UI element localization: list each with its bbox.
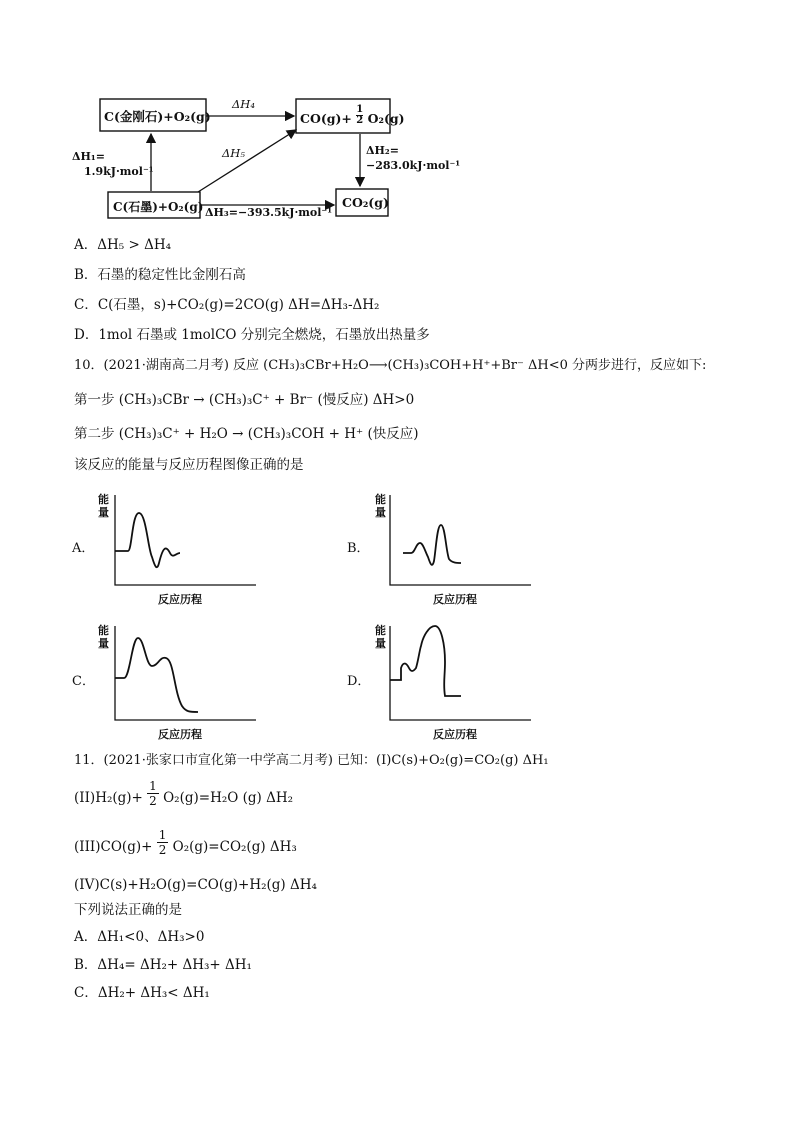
- q11-eq2-fraction: [147, 779, 159, 808]
- q11-eq3-frac-den: 2: [158, 843, 167, 857]
- q11-eq3-part2: O₂(g)=CO₂(g) ΔH₃: [172, 839, 297, 855]
- graph-c: [70, 620, 270, 742]
- box-co-fraction: [356, 105, 363, 126]
- q11-option-c: C．ΔH₂+ ΔH₃< ΔH₁: [74, 985, 210, 1001]
- graph-d-ylabel-1: 能: [375, 624, 386, 637]
- box-co-frac-den: 2: [356, 115, 364, 126]
- graph-a-plot: [110, 491, 260, 591]
- graph-d-ylabel-2: 量: [375, 637, 386, 650]
- dh1-label-line1: ΔH₁=: [72, 150, 105, 163]
- q9-option-a: A．ΔH₅ > ΔH₄: [74, 237, 172, 253]
- q11-ask: 下列说法正确的是: [74, 902, 182, 918]
- q11-eq4: (IV)C(s)+H₂O(g)=CO(g)+H₂(g) ΔH₄: [74, 877, 317, 893]
- q11-eq2: [74, 779, 294, 808]
- q11-eq3: [74, 828, 297, 857]
- graph-d-letter: D．: [347, 674, 371, 689]
- q10-ask: 该反应的能量与反应历程图像正确的是: [74, 457, 304, 473]
- graph-d: [345, 620, 545, 742]
- dh5-label: ΔH₅: [222, 146, 245, 160]
- dh3-label: ΔH₃=−393.5kJ·mol⁻¹: [205, 206, 333, 219]
- dh1-label-line2: 1.9kJ·mol⁻¹: [84, 165, 154, 178]
- box-co2-label: CO₂(g): [342, 195, 389, 210]
- q11-eq3-frac-num: 1: [158, 828, 167, 842]
- graph-d-xlabel: 反应历程: [433, 728, 477, 741]
- graph-a-ylabel-1: 能: [98, 493, 109, 506]
- q9-option-c: C．C(石墨，s)+CO₂(g)=2CO(g) ΔH=ΔH₃-ΔH₂: [74, 297, 380, 313]
- q9-option-b: B．石墨的稳定性比金刚石高: [74, 267, 246, 283]
- q11-option-a: A．ΔH₁<0、ΔH₃>0: [74, 929, 205, 945]
- q11-eq2-part2: O₂(g)=H₂O (g) ΔH₂: [163, 790, 294, 806]
- q11-option-b: B．ΔH₄= ΔH₂+ ΔH₃+ ΔH₁: [74, 957, 252, 973]
- graph-b-ylabel-1: 能: [375, 493, 386, 506]
- box-co-part2: O₂(g): [367, 111, 405, 126]
- graph-a: [70, 487, 270, 607]
- graph-b: [345, 487, 545, 607]
- q10-stem: 10．(2021·湖南高二月考) 反应 (CH₃)₃CBr+H₂O⟶(CH₃)₃COH+H⁺+Br⁻ ΔH<0 分两步进行，反应如下:: [74, 358, 707, 373]
- graph-b-plot: [385, 491, 535, 591]
- graph-a-ylabel-2: 量: [98, 506, 109, 519]
- box-co-part1: CO(g)+: [300, 111, 352, 126]
- q11-eq3-fraction: [157, 828, 169, 857]
- graph-b-xlabel: 反应历程: [433, 593, 477, 606]
- graph-a-xlabel: 反应历程: [158, 593, 202, 606]
- graph-b-ylabel-2: 量: [375, 506, 386, 519]
- q11-eq2-part1: (II)H₂(g)+: [74, 790, 143, 806]
- dh2-label-line2: −283.0kJ·mol⁻¹: [366, 159, 461, 172]
- box-co-frac-num: 1: [356, 104, 364, 115]
- graph-c-ylabel-2: 量: [98, 637, 109, 650]
- dh2-label-line1: ΔH₂=: [366, 144, 399, 157]
- q11-eq2-frac-den: 2: [149, 794, 157, 808]
- box-diamond-label: C(金刚石)+O₂(g): [104, 109, 211, 124]
- graph-d-plot: [385, 622, 535, 726]
- q11-eq3-part1: (III)CO(g)+: [74, 839, 153, 855]
- graph-c-xlabel: 反应历程: [158, 728, 202, 741]
- graph-c-plot: [110, 622, 260, 726]
- q9-option-d: D．1mol 石墨或 1molCO 分别完全燃烧，石墨放出热量多: [74, 327, 430, 343]
- graph-b-letter: B．: [347, 541, 370, 556]
- box-graphite-label: C(石墨)+O₂(g): [113, 200, 204, 214]
- energy-cycle-diagram: [70, 92, 470, 227]
- graph-c-ylabel-1: 能: [98, 624, 109, 637]
- dh4-label: ΔH₄: [232, 97, 255, 111]
- q11-stem: 11．(2021·张家口市宣化第一中学高二月考) 已知：(I)C(s)+O₂(g)=CO₂(g) ΔH₁: [74, 753, 549, 768]
- graph-c-letter: C．: [72, 674, 95, 689]
- graph-a-letter: A．: [72, 541, 95, 556]
- q10-step1: 第一步 (CH₃)₃CBr → (CH₃)₃C⁺ + Br⁻ (慢反应) ΔH>0: [74, 392, 415, 408]
- box-co-label: [300, 105, 405, 126]
- q10-step2: 第二步 (CH₃)₃C⁺ + H₂O → (CH₃)₃COH + H⁺ (快反应): [74, 426, 419, 442]
- q11-eq2-frac-num: 1: [149, 779, 157, 793]
